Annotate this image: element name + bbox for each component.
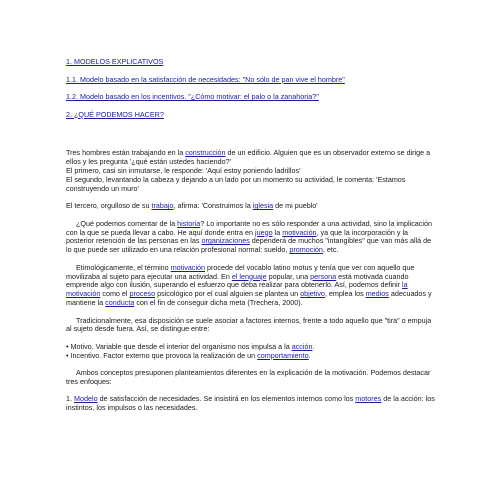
link-objetivo[interactable]: objetivo (300, 289, 325, 299)
paragraph-etymology: Etimológicamente, el término motivación procede del vocablo latino motus y tenía que ver con aquello que movilizaba al sujeto para ejecutar una actividad. En el lenguaje popular, una persona está motivada cuando emprende algo con ilusión, superando el esfuerzo que deba realizar para obtenerlo. Así, podemos definir la motivación como el proceso psicológico por el cual alguien se plantea un objetivo, emplea los medios adecuados y mantiene la conducta con el fin de conseguir dicha meta (Trechera, 2000). (66, 262, 432, 308)
link-el-lenguaje[interactable]: el lenguaje (231, 271, 267, 281)
link-la-motivacion[interactable]: la motivación (66, 280, 408, 299)
link-persona[interactable]: persona (310, 271, 337, 281)
toc-link-modelo-necesidades[interactable]: 1.1. Modelo basado en la satisfacción de necesidades: "No sólo de pan vive el hombre" (66, 74, 345, 84)
paragraph-traditional: Tradicionalmente, esa disposición se suele asociar a factores internos, frente a todo aquello que "tira" o empuja al sujeto desde fuera. Así, se distingue entre: (66, 315, 432, 334)
link-modelo[interactable]: Modelo (74, 394, 98, 404)
link-organizaciones[interactable]: organizaciones (201, 236, 250, 246)
link-construccion[interactable]: construcción (185, 148, 226, 158)
link-motivacion-term[interactable]: motivación (170, 262, 206, 272)
list-item: • Incentivo. Factor externo que provoca la realización de un comportamiento. (66, 350, 311, 360)
link-proceso[interactable]: proceso (129, 289, 156, 299)
toc-link-que-podemos-hacer[interactable]: 2. ¿QUÉ PODEMOS HACER? (66, 109, 164, 119)
table-of-contents (66, 58, 436, 119)
link-juego[interactable]: juego (255, 227, 273, 237)
link-promocion[interactable]: promoción (289, 245, 323, 255)
link-comportamiento[interactable]: comportamiento (257, 350, 309, 360)
toc-link-modelo-incentivos[interactable]: 1.2. Modelo basado en los incentivos. "¿Cómo motivar: el palo o la zanahoria?" (66, 92, 319, 101)
link-historia[interactable]: historia (177, 218, 201, 228)
link-trabajo[interactable]: trabajo (151, 201, 174, 211)
link-accion[interactable]: acción (291, 341, 313, 351)
link-motivacion[interactable]: motivación (282, 227, 317, 237)
toc-link-modelos-explicativos[interactable]: 1. MODELOS EXPLICATIVOS (66, 57, 164, 66)
paragraph-story-third: El tercero, orgulloso de su trabajo, afirma: 'Construimos la iglesia de mi pueblo' (66, 201, 318, 211)
paragraph-model-1: 1. Modelo de satisfacción de necesidades. Se insistirá en los elementos internos como los motores de la acción: los instintos, los impulsos o las necesidades. (66, 394, 435, 413)
list-item: • Motivo. Variable que desde el interior del organismo nos impulsa a la acción. (66, 341, 315, 351)
paragraph-story-intro: Tres hombres están trabajando en la construcción de un edificio. Alguien que es un observador externo se dirige a ellos y les pregunta '¿qué están ustedes haciendo?' El primero, casi sin inmutarse, le responde: 'Aquí estoy poniendo ladrillos' El segundo, levantando la cabeza y dejando a un lado por un momento su actividad, le comenta: 'Estamos construyendo un muro' (66, 148, 431, 194)
document-page (66, 58, 436, 413)
link-conducta[interactable]: conducta (105, 298, 135, 308)
paragraph-approaches: Ambos conceptos presuponen planteamientos diferentes en la explicación de la motivación. Podemos destacar tres enfoques: (66, 367, 431, 386)
bullet-list (66, 343, 436, 361)
link-medios[interactable]: medios (365, 289, 389, 299)
link-iglesia[interactable]: iglesia (252, 201, 274, 211)
link-motores[interactable]: motores (355, 394, 382, 404)
paragraph-story-comment: ¿Qué podemos comentar de la historia? Lo importante no es sólo responder a una actividad, sino la implicación con la que se pueda llevar a cabo. He aquí donde entra en juego la motivación, ya que la incorporación y la posterior retención de las personas en las organizaciones dependerá de muchos "intangibles" que van más allá de lo que puede ser utilizado en una relación profesional normal: sueldo, promoción, etc. (66, 218, 432, 255)
